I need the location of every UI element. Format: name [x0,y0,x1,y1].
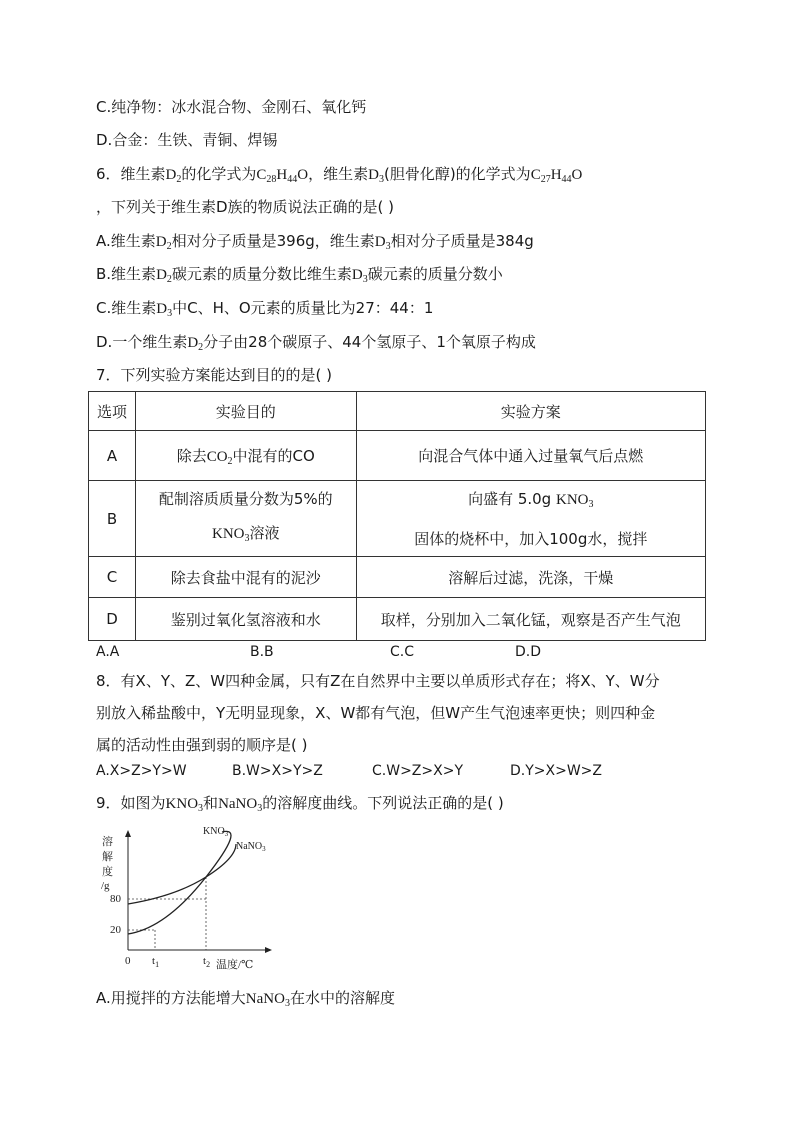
q8-answer-a: A.X>Z>Y>W [96,763,187,779]
q8-answer-c: C.W>Z>X>Y [372,763,463,779]
q9-stem: 9．如图为$KNO_3$和NaNO$_3$的溶解度曲线。下列说法正确的是( ) [96,794,504,814]
solubility-chart [96,822,276,977]
q6-stem-text: (胆骨化醇)的化学式为 [383,165,531,183]
q8-stem-line2: 别放入稀盐酸中，Y无明显现象，X、W都有气泡，但W产生气泡速率更快；则四种金 [96,704,656,722]
q7-answer-b: B.B [250,644,274,660]
formula-d2: $D_2$ [165,167,182,185]
q6-option-d: D.一个维生素$D_2$分子由28个碳原子、44个氢原子、1个氧原子构成 [96,333,536,353]
header-plan: 实验方案 [356,392,705,431]
q7-answer-options [96,644,541,660]
y-axis-label [101,834,113,892]
q8-answer-options [96,763,602,779]
formula-c28h44o: $C_{28}H_{44}O$ [256,167,309,185]
formula-d3: $D_3$ [368,167,384,185]
q8-answer-b: B.W>X>Y>Z [232,763,323,779]
svg-text:度: 度 [102,866,113,878]
row-plan: 向盛有 5.0g $KNO_3$ 固体的烧杯中，加入100g水，搅拌 [356,481,705,557]
svg-text:解: 解 [102,851,113,863]
row-option: C [89,557,136,598]
row-option: B [89,481,136,557]
q6-option-c: C.维生素$D_3$中C、H、O元素的质量比为27：44：1 [96,299,434,319]
q8-stem-line3: 属的活动性由强到弱的顺序是( ) [96,736,308,754]
header-goal: 实验目的 [135,392,356,431]
q6-stem-text: 6．维生素 [96,165,166,183]
row-plan: 溶解后过滤，洗涤，干燥 [356,557,705,598]
row-goal: 除去食盐中混有的泥沙 [135,557,356,598]
legend-nano3: NaNO$_3$ [236,841,266,853]
q8-answer-d: D.Y>X>W>Z [510,763,602,779]
q6-stem-text: ，维生素 [308,165,369,183]
row-option: D [89,598,136,641]
table-header-row [89,392,706,431]
x-tick-t2: $t_2$ [203,955,211,969]
row-goal: 鉴别过氧化氢溶液和水 [135,598,356,641]
svg-text:溶: 溶 [102,836,113,848]
q6-stem-line1 [96,163,582,185]
q9-option-a: A.用搅拌的方法能增大NaNO$_3$在水中的溶解度 [96,989,395,1009]
q8-stem-line1: 8．有X、Y、Z、W四种金属，只有Z在自然界中主要以单质形式存在；将X、Y、W分 [96,672,660,690]
x-tick-0: 0 [125,955,131,967]
q7-stem: 7．下列实验方案能达到目的的是( ) [96,366,333,384]
q6-stem-text: 的化学式为 [181,165,257,183]
series-kno3-curve [128,831,231,934]
table-row [89,481,706,557]
y-axis-arrow [125,830,131,837]
q5-option-c: C.纯净物：冰水混合物、金刚石、氧化钙 [96,98,367,116]
q7-answer-a: A.A [96,644,120,660]
x-tick-t1: $t_1$ [152,955,160,969]
legend-kno3: $KNO_3$ [203,826,229,838]
table-row [89,598,706,641]
x-axis-arrow [265,947,272,953]
q6-stem-line2: ，下列关于维生素D族的物质说法正确的是( ) [96,198,395,216]
q6-option-a: A.维生素$D_2$相对分子质量是396g，维生素$D_3$相对分子质量是384g [96,232,534,252]
row-goal: 除去$CO_2$中混有的CO [135,431,356,481]
row-plan: 向混合气体中通入过量氧气后点燃 [356,431,705,481]
formula-c27h44o: $C_{27}H_{44}O$ [530,167,583,185]
table-row [89,557,706,598]
table-row [89,431,706,481]
q7-answer-c: C.C [390,644,415,660]
y-tick-80: 80 [110,893,121,905]
row-plan: 取样，分别加入二氧化锰，观察是否产生气泡 [356,598,705,641]
x-axis-label: 温度/℃ [216,959,254,971]
row-goal: 配制溶质质量分数为5%的 $KNO_3$溶液 [135,481,356,557]
series-nano3-curve [128,844,236,904]
svg-text:/g: /g [101,880,110,892]
q6-option-b: B.维生素$D_2$碳元素的质量分数比维生素$D_3$碳元素的质量分数小 [96,265,503,285]
q7-answer-d: D.D [515,644,542,660]
row-option: A [89,431,136,481]
q5-option-d: D.合金：生铁、青铜、焊锡 [96,131,278,149]
y-tick-20: 20 [110,924,121,936]
header-option: 选项 [89,392,136,431]
q7-table [88,391,706,641]
